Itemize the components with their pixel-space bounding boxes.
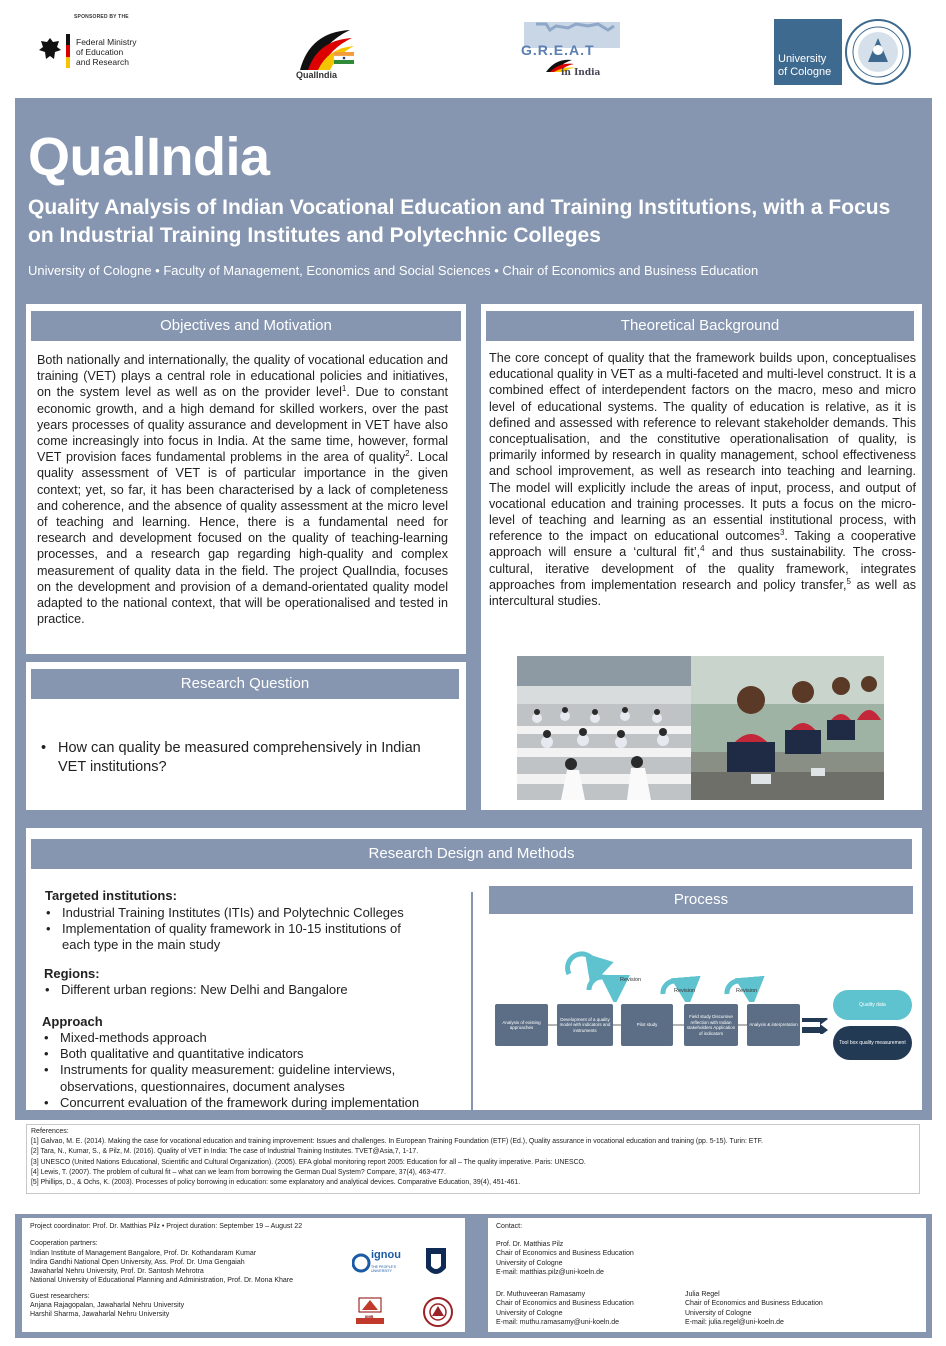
list-item: • Both qualitative and quantitative indicators: [41, 1046, 421, 1062]
contact-card: Prof. Dr. Matthias Pilz Chair of Economics and Business Education University of Cologne E-mail: matthias.pilz@uni-koeln.de: [496, 1241, 634, 1276]
german-flag-bar: [66, 34, 70, 68]
ignou-logo-sub: THE PEOPLE'S UNIVERSITY: [371, 1265, 396, 1273]
contact-email[interactable]: E-mail: muthu.ramasamy@uni-koeln.de: [496, 1318, 620, 1326]
iimb-logo-text: IIMB: [365, 1314, 374, 1319]
guest-item: Anjana Rajagopalan, Jawaharlal Nehru University: [30, 1302, 185, 1310]
process-step: Field study Discursive reflection with Indian stakeholders Application of indicators: [684, 1004, 738, 1046]
coop-item: National University of Educational Planning and Administration, Prof. Dr. Mona Khare: [30, 1277, 294, 1285]
niepa-logo: [422, 1296, 454, 1328]
objectives-text: Both nationally and internationally, the quality of vocational education and training (VET) plays a central role in educational policies and initiatives, on the system level as well as on the provider level$^1$. Due to constant economic growth, and a high demand for skilled workers, over the past years processes of quality assurance and development in VET have also come increasingly into focus in India. At the same time, however, formal VET provision faces fundamental problems in the area of quality$^2$. Local quality assessment of VET is of particular importance in the given context; yet, so far, it has been characterised by a lack of completeness and coherence, and the absence of quality assessment at the micro level of teaching and learning. Hence, there is a fundamental need for research and development focused on the quality of teaching-learning processes, and a research gap regarding high-quality and complex measurement of quality data in the field. The project QualIndia, focuses on the development and provision of a demand-orientated quality model adapted to the national context, that will be operationalised and tested in practice.: [37, 353, 448, 627]
output-tool-box: Tool box quality measurement: [833, 1026, 912, 1060]
output-quality-data: Quality data: [833, 990, 912, 1020]
list-item: • Different urban regions: New Delhi and Bangalore: [42, 982, 422, 998]
process-connectors: [548, 1018, 838, 1034]
page-title: QualIndia: [28, 127, 270, 187]
iimb-logo: [356, 1296, 384, 1326]
contact-column: [488, 1218, 926, 1332]
classroom-exam-photo: [517, 656, 691, 800]
contact-email[interactable]: E-mail: matthias.pilz@uni-koeln.de: [496, 1268, 604, 1276]
revision-label: Revision: [620, 977, 642, 983]
revision-label: Revision: [674, 988, 696, 994]
list-item: • Instruments for quality measurement: guideline interviews, observations, questionnaires, document analyses: [41, 1062, 421, 1094]
contact-heading: Contact:: [496, 1223, 523, 1230]
research-question-heading: Research Question: [31, 669, 459, 699]
references-heading: References:: [31, 1128, 69, 1135]
project-line: Project coordinator: Prof. Dr. Matthias Pilz • Project duration: September 19 – August 22: [30, 1223, 303, 1230]
methods-divider: [471, 892, 473, 1110]
references-box: [26, 1124, 920, 1194]
objectives-heading: Objectives and Motivation: [31, 311, 461, 341]
affiliation-line: University of Cologne • Faculty of Management, Economics and Social Sciences • Chair of Economics and Business Education: [28, 263, 759, 278]
revision-label: Revision: [736, 988, 758, 994]
reference-item: [5] Phillips, D., & Ochs, K. (2003). Processes of policy borrowing in education: some explanatory and analytical devices. Comparative Education, 39(4), 451-461.: [31, 1179, 521, 1187]
reference-item: [3] UNESCO (United Nations Educational, Scientific and Cultural Organization). (2005). EFA global monitoring report 2005: Education for all – The quality imperative. Paris: UNESCO.: [31, 1158, 586, 1166]
guest-heading: Guest researchers:: [30, 1292, 90, 1300]
guest-item: Harshil Sharma, Jawaharlal Nehru University: [30, 1311, 170, 1319]
approach-list: [41, 1030, 421, 1111]
sponsor-tag: SPONSORED BY THE: [74, 14, 129, 20]
page-subtitle: Quality Analysis of Indian Vocational Education and Training Institutions, with a Focus on Industrial Training Institutes and Polytechnic Colleges: [28, 196, 891, 247]
list-item: • Concurrent evaluation of the framework during implementation: [41, 1095, 421, 1111]
theory-panel: [481, 304, 922, 810]
contact-email[interactable]: E-mail: julia.regel@uni-koeln.de: [685, 1318, 784, 1326]
theory-heading: Theoretical Background: [486, 311, 914, 341]
university-of-cologne-logo: University of Cologne: [774, 19, 842, 85]
great-logo-text: G.R.E.A.T: [521, 42, 595, 58]
research-question-panel: [26, 662, 466, 810]
coop-item: Indira Gandhi National Open University, Ass. Prof. Dr. Uma Gengaiah: [30, 1258, 245, 1266]
regions-heading: Regions:: [44, 966, 100, 981]
ignou-logo-text: ignou: [371, 1249, 401, 1261]
approach-heading: Approach: [42, 1014, 103, 1029]
list-item: • Implementation of quality framework in 10-15 institutions of each type in the main study: [43, 921, 423, 953]
logo-header: [0, 0, 946, 98]
contact-card: Dr. Muthuveeran Ramasamy Chair of Economics and Business Education University of Cologne E-mail: muthu.ramasamy@uni-koeln.de: [496, 1291, 634, 1326]
objectives-panel: [26, 304, 466, 654]
great-logo-sub: in India: [561, 68, 601, 78]
process-step: Analysis & interpretation: [747, 1004, 800, 1046]
reference-item: [4] Lewis, T. (2007). The problem of cultural fit – what can we learn from borrowing the German Dual System? Compare, 37(4), 463-477.: [31, 1168, 446, 1176]
contact-card: Julia Regel Chair of Economics and Business Education University of Cologne E-mail: julia.regel@uni-koeln.de: [685, 1291, 823, 1326]
targeted-heading: Targeted institutions:: [45, 888, 177, 903]
bmbf-logo-text: Federal Ministry of Education and Research: [76, 37, 137, 67]
list-item: • Mixed-methods approach: [41, 1030, 421, 1046]
university-seal-icon: [844, 18, 912, 86]
targeted-list: [43, 905, 423, 954]
coop-item: Jawaharlal Nehru University, Prof. Dr. Santosh Mehrotra: [30, 1268, 204, 1276]
process-step: Development of a quality model with indicators and instruments: [557, 1004, 613, 1046]
research-question-item: • How can quality be measured comprehensively in Indian VET institutions?: [41, 739, 421, 777]
jnu-logo: [424, 1246, 448, 1282]
coop-heading: Cooperation partners:: [30, 1240, 98, 1248]
process-step: Analysis of existing approaches: [495, 1004, 548, 1046]
qualindia-logo-text: QualIndia: [296, 70, 338, 80]
process-heading: Process: [489, 886, 913, 914]
partners-column: [22, 1218, 465, 1332]
list-item: • Industrial Training Institutes (ITIs) and Polytechnic Colleges: [43, 905, 423, 921]
footer: [15, 1214, 932, 1338]
federal-eagle-icon: [38, 36, 62, 64]
reference-item: [1] Galvao, M. E. (2014). Making the case for vocational education and training improvement: Issues and challenges. In European Training Foundation (ETF) (Ed.), Quality assurance in vocational education and training (pp. 5-15). Turin: ETF.: [31, 1138, 763, 1146]
revision-arrows: [555, 950, 785, 1002]
reference-item: [2] Tara, N., Kumar, S., & Pilz, M. (2016). Quality of VET in India: The case of Industrial Training Institutes. TVET@Asia,7, 1-17.: [31, 1148, 419, 1156]
students-workshop-photo: [691, 656, 884, 800]
poster-main: [15, 98, 932, 1120]
coop-item: Indian Institute of Management Bangalore, Prof. Dr. Kothandaram Kumar: [30, 1249, 257, 1257]
regions-list: [42, 982, 422, 998]
theory-text: The core concept of quality that the framework builds upon, conceptualises educational quality in VET as a multi-faceted and multi-level construct. It is a combined effect of interdependent factors on the macro, meso and micro level of educational systems. The quality of education is relative, as it is defined and assessed with reference to relevant stakeholder demands. This conceptualisation, and the constitutive operationalisation of quality, is primarily informed by research in quality management, school effectiveness and school improvement, as well as research into teaching and learning. The model will explicitly include the areas of input, process, and output of vocational education and training processes. It puts a focus on the micro-level of teaching and learning as an essential institutional process, with reference to the impact on educational outcomes$^3$. Taking a cooperative approach will ensure a ‘cultural fit’,$^4$ and thus sustainability. The cross-cultural, iterative development of the quality framework, integrates approaches from implementation research and policy transfer,$^5$ as well as intercultural studies.: [489, 351, 916, 609]
methods-heading: Research Design and Methods: [31, 839, 912, 869]
process-step: Pilot study: [621, 1004, 673, 1046]
